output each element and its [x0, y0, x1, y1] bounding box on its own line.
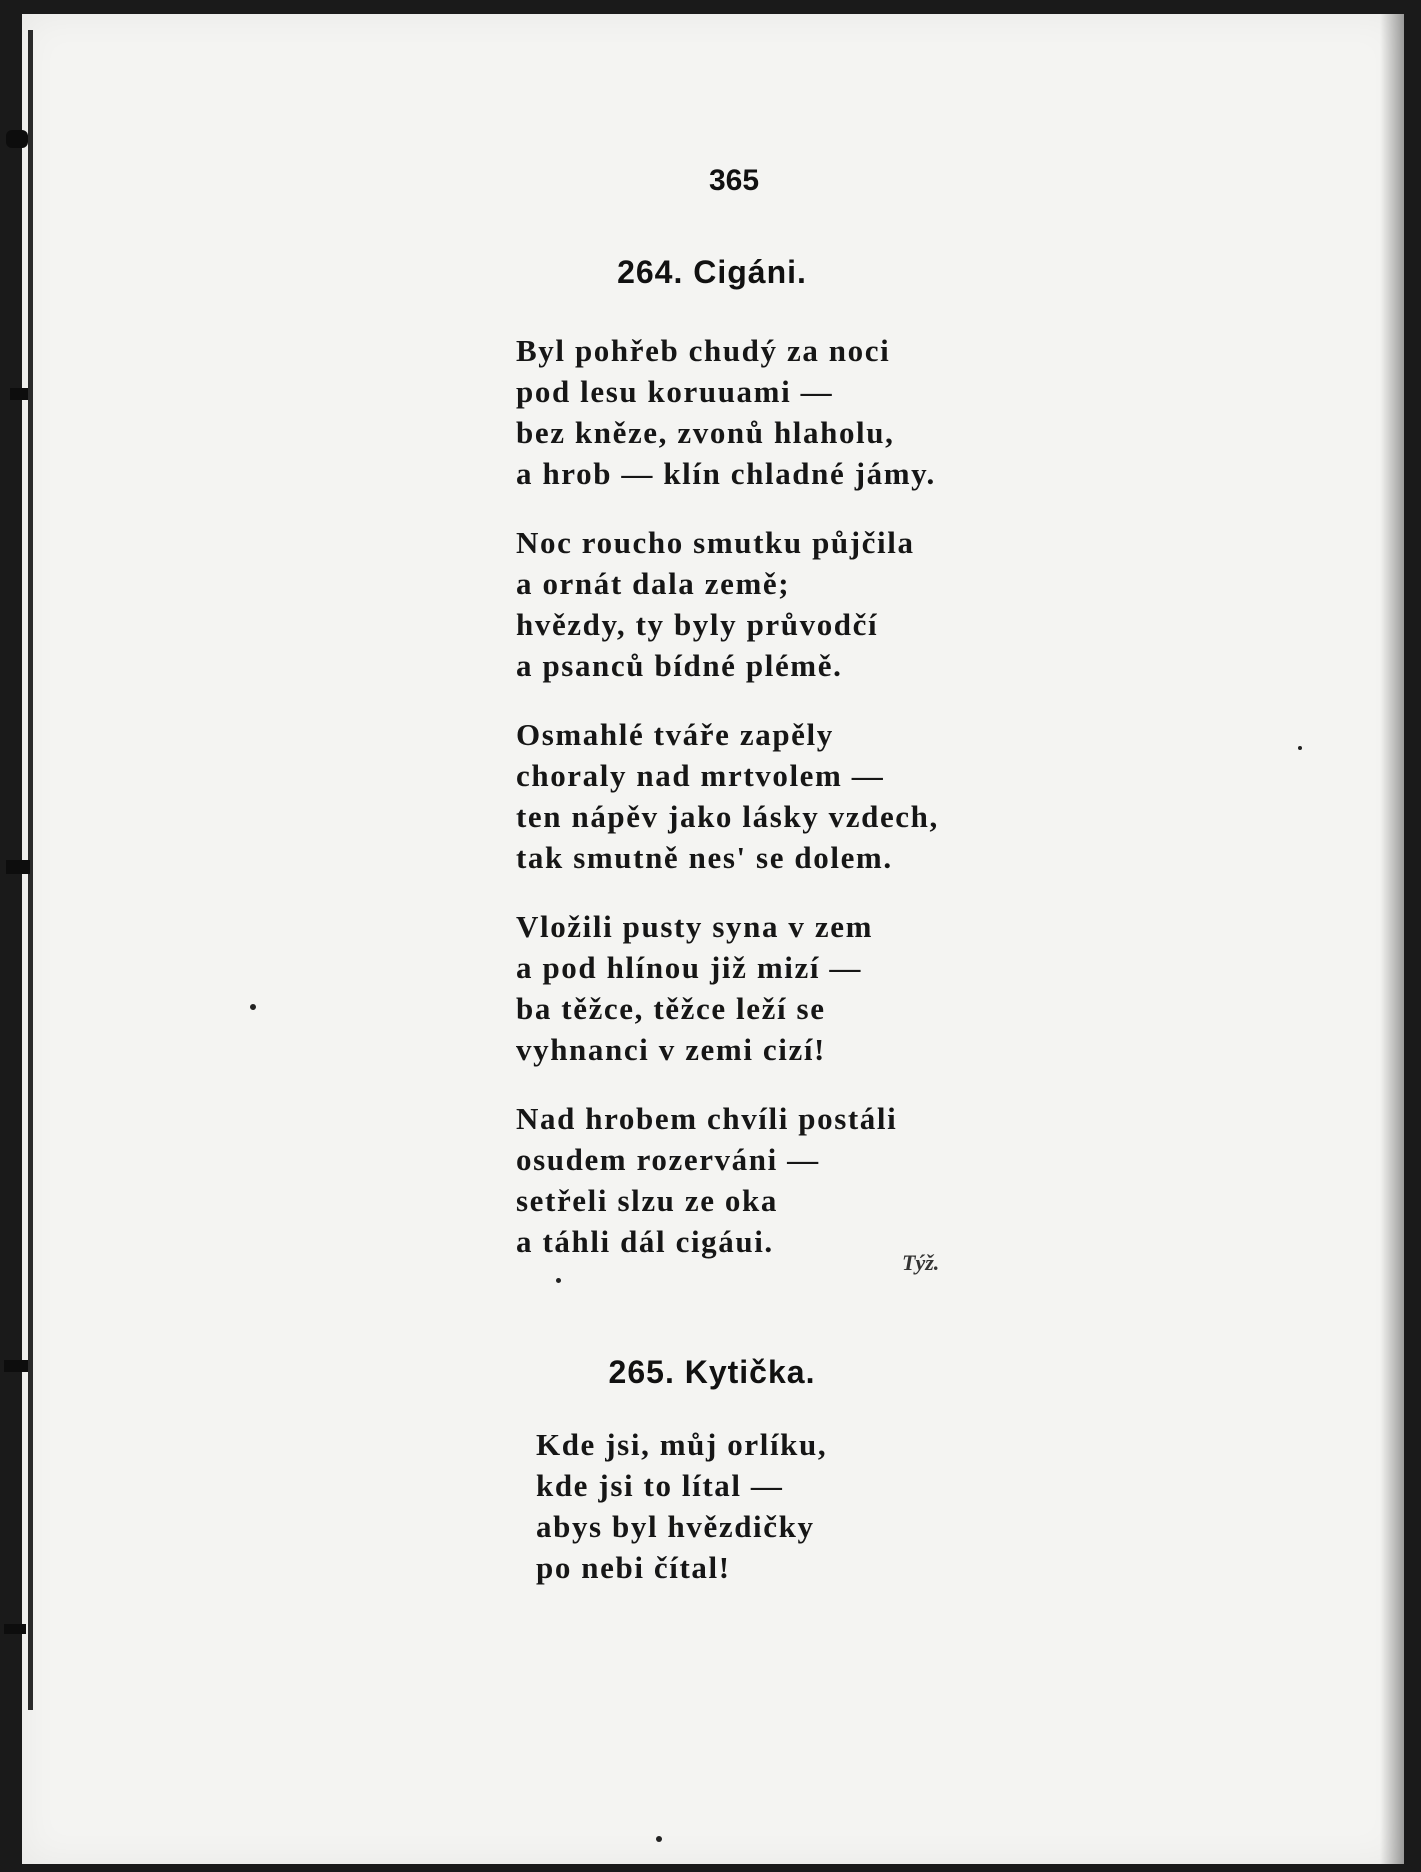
verse-line: a psanců bídné plémě. — [516, 648, 843, 683]
verse-line: setřeli slzu ze oka — [516, 1183, 778, 1218]
verse-line: pod lesu koruuami — — [516, 374, 834, 409]
verse-line: vyhnanci v zemi cizí! — [516, 1032, 826, 1067]
binding-notch — [4, 1360, 28, 1372]
verse-line: Nad hrobem chvíli postáli — [516, 1101, 898, 1136]
poem-title-cigani: 264. Cigáni. — [617, 254, 807, 290]
binding-notch — [10, 388, 28, 400]
verse-line: a ornát dala země; — [516, 566, 791, 601]
verse-line: Noc roucho smutku půjčila — [516, 525, 915, 560]
verse-line: osudem rozerváni — — [516, 1142, 820, 1177]
verse-line: Byl pohřeb chudý za noci — [516, 333, 891, 368]
stanza — [536, 1424, 827, 1588]
verse-line: a táhli dál cigáui. — [516, 1224, 774, 1259]
verse-line: hvězdy, ty byly průvodčí — [516, 607, 879, 642]
verse-line: choraly nad mrtvolem — — [516, 758, 885, 793]
stanza — [516, 330, 939, 494]
stanza — [516, 714, 939, 878]
verse-line: Vložili pusty syna v zem — [516, 909, 874, 944]
binding-notch — [6, 860, 30, 874]
verse-line: po nebi čítal! — [536, 1550, 731, 1585]
verse-line: kde jsi to lítal — — [536, 1468, 784, 1503]
ink-speck — [556, 1278, 561, 1283]
verse-line: Osmahlé tváře zapěly — [516, 717, 834, 752]
verse-line: ba těžce, těžce leží se — [516, 991, 826, 1026]
book-page — [22, 14, 1404, 1864]
verse-line: abys byl hvězdičky — [536, 1509, 815, 1544]
author-signature: Týž. — [902, 1250, 940, 1275]
page-number: 365 — [708, 164, 760, 197]
verse-line: a hrob — klín chladné jámy. — [516, 456, 936, 491]
poem-cigani — [516, 330, 939, 1290]
poem-title-kyticka: 265. Kytička. — [608, 1354, 816, 1390]
verse-line: ten nápěv jako lásky vzdech, — [516, 799, 939, 834]
ink-speck — [250, 1004, 256, 1010]
verse-line: tak smutně nes' se dolem. — [516, 840, 893, 875]
ink-speck — [1298, 746, 1302, 750]
stanza — [516, 1098, 939, 1262]
stanza — [516, 906, 939, 1070]
binding-notch — [4, 1624, 26, 1634]
verse-line: bez kněze, zvonů hlaholu, — [516, 415, 895, 450]
stanza — [516, 522, 939, 686]
verse-line: Kde jsi, můj orlíku, — [536, 1427, 828, 1462]
ink-speck — [656, 1836, 662, 1842]
right-page-edge — [1380, 14, 1404, 1864]
verse-line: a pod hlínou již mizí — — [516, 950, 862, 985]
poem-kyticka — [536, 1424, 827, 1616]
binding-notch — [6, 130, 28, 148]
